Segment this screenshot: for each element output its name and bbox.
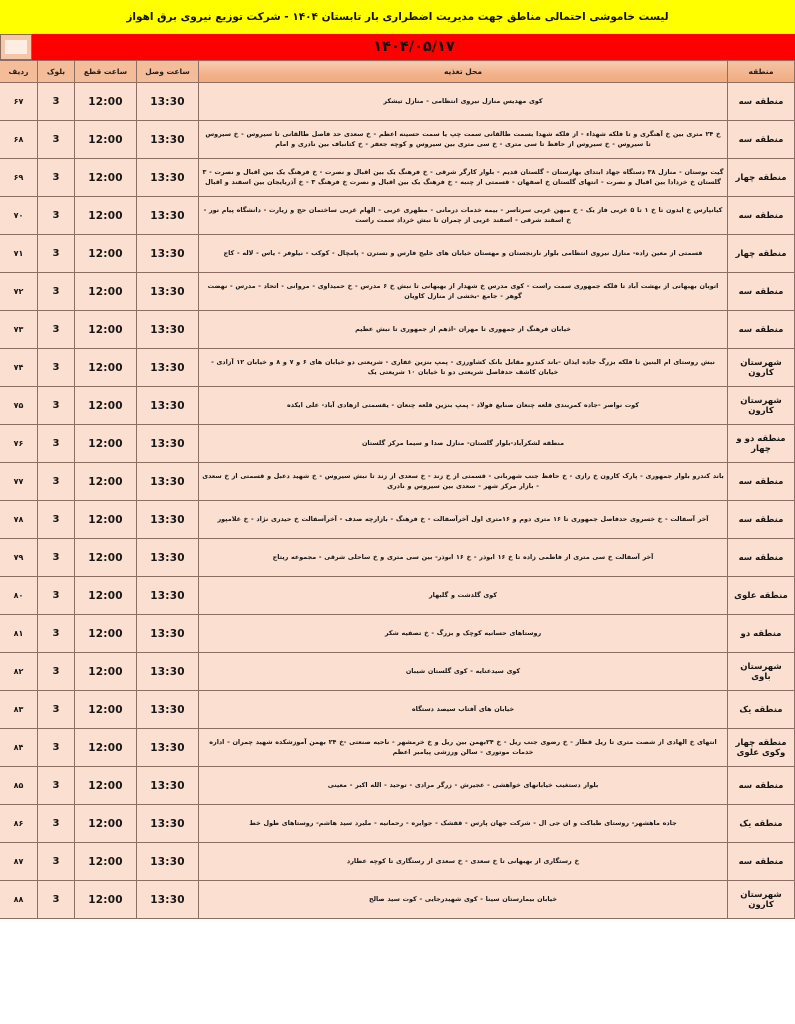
column-header-mantaqe: منطقه <box>728 61 795 83</box>
cell-block: 3 <box>38 881 75 919</box>
cell-block: 3 <box>38 83 75 121</box>
cell-block: 3 <box>38 387 75 425</box>
cell-outage-time: 12:00 <box>75 83 137 121</box>
cell-feed-location: کوی سیدعنایه - کوی گلستان شیبان <box>199 653 728 691</box>
cell-reconnect-time: 13:30 <box>137 539 199 577</box>
table-row <box>0 235 795 273</box>
cell-outage-time: 12:00 <box>75 387 137 425</box>
cell-block: 3 <box>38 729 75 767</box>
cell-region: شهرستان کارون <box>728 349 795 387</box>
cell-reconnect-time: 13:30 <box>137 273 199 311</box>
cell-block: 3 <box>38 463 75 501</box>
column-header-block: بلوک <box>38 61 75 83</box>
table-row <box>0 121 795 159</box>
cell-block: 3 <box>38 577 75 615</box>
cell-row-number: ۷۴ <box>0 349 38 387</box>
cell-region: منطقه سه <box>728 197 795 235</box>
cell-region: منطقه سه <box>728 121 795 159</box>
cell-reconnect-time: 13:30 <box>137 197 199 235</box>
cell-row-number: ۸۸ <box>0 881 38 919</box>
cell-feed-location: بلوار دستغیب خیابانهای خواهشی - عجیرش - زرگر مرادی - توحید - الله اکبر - معینی <box>199 767 728 805</box>
cell-region: منطقه سه <box>728 273 795 311</box>
cell-outage-time: 12:00 <box>75 501 137 539</box>
cell-reconnect-time: 13:30 <box>137 843 199 881</box>
cell-reconnect-time: 13:30 <box>137 691 199 729</box>
table-row <box>0 83 795 121</box>
cell-feed-location: آخر آسفالت - خ خسروی حدفاصل جمهوری تا ۱۶ متری دوم و ۱۶متری اول آخرآسفالت - خ فرهنگ - بازارچه صدف - آخرآسفالت خ حیدری نژاد - خ غلامپور <box>199 501 728 539</box>
table-row <box>0 425 795 463</box>
cell-feed-location: خیابان های آفتاب سیصد دستگاه <box>199 691 728 729</box>
column-header-radif: ردیف <box>0 61 38 83</box>
cell-outage-time: 12:00 <box>75 691 137 729</box>
cell-block: 3 <box>38 311 75 349</box>
cell-row-number: ۷۷ <box>0 463 38 501</box>
cell-outage-time: 12:00 <box>75 273 137 311</box>
table-header-row <box>0 61 795 83</box>
cell-reconnect-time: 13:30 <box>137 121 199 159</box>
cell-block: 3 <box>38 121 75 159</box>
table-row <box>0 387 795 425</box>
cell-region: منطقه چهار <box>728 235 795 273</box>
column-header-mahal: محل تغذیه <box>199 61 728 83</box>
cell-row-number: ۷۶ <box>0 425 38 463</box>
cell-block: 3 <box>38 501 75 539</box>
cell-row-number: ۸۳ <box>0 691 38 729</box>
cell-row-number: ۷۱ <box>0 235 38 273</box>
cell-block: 3 <box>38 691 75 729</box>
cell-reconnect-time: 13:30 <box>137 881 199 919</box>
cell-reconnect-time: 13:30 <box>137 767 199 805</box>
table-row <box>0 653 795 691</box>
cell-feed-location: انتهای خ الهادی از شصت متری تا ریل قطار - خ رضوی جنب ریل - خ ۲۴بهمن بین ریل و خ خرمشهر - ناحیه صنعتی -خ ۲۴ بهمن آموزشکده شهید چمران - اداره خدمات موتوری - سالن ورزشی پیامبر اعظم <box>199 729 728 767</box>
cell-reconnect-time: 13:30 <box>137 311 199 349</box>
cell-region: منطقه سه <box>728 463 795 501</box>
cell-outage-time: 12:00 <box>75 615 137 653</box>
table-row <box>0 539 795 577</box>
cell-feed-location: قسمتی از معین زاده- منازل نیروی انتظامی بلوار نارنجستان و مهستان خیابان های خلیج فارس و نسترن - پامچال - کوکب - نیلوفر - یاس - لاله - کاج <box>199 235 728 273</box>
cell-region: منطقه سه <box>728 843 795 881</box>
cell-row-number: ۶۷ <box>0 83 38 121</box>
table-row <box>0 881 795 919</box>
cell-block: 3 <box>38 653 75 691</box>
table-header <box>0 61 795 83</box>
table-row <box>0 349 795 387</box>
cell-feed-location: آخر آسفالت خ سی متری از فاطمی زاده تا خ ۱۶ ابوذر - خ ۱۶ ابوذر- بین سی متری و خ ساحلی شرقی - مجموعه ریتاج <box>199 539 728 577</box>
document-date-bar <box>0 34 795 60</box>
cell-row-number: ۷۳ <box>0 311 38 349</box>
table-row <box>0 843 795 881</box>
outage-table <box>0 60 795 919</box>
cell-outage-time: 12:00 <box>75 843 137 881</box>
table-row <box>0 501 795 539</box>
cell-row-number: ۸۴ <box>0 729 38 767</box>
cell-region: منطقه چهار وکوی علوی <box>728 729 795 767</box>
cell-row-number: ۸۶ <box>0 805 38 843</box>
cell-reconnect-time: 13:30 <box>137 83 199 121</box>
cell-row-number: ۸۷ <box>0 843 38 881</box>
cell-region: منطقه سه <box>728 767 795 805</box>
cell-reconnect-time: 13:30 <box>137 653 199 691</box>
cell-block: 3 <box>38 805 75 843</box>
table-row <box>0 159 795 197</box>
table-row <box>0 729 795 767</box>
cell-row-number: ۷۰ <box>0 197 38 235</box>
cell-reconnect-time: 13:30 <box>137 349 199 387</box>
corner-placeholder-cell <box>0 34 32 60</box>
cell-row-number: ۸۱ <box>0 615 38 653</box>
page-title: لیست خاموشی احتمالی مناطق جهت مدیریت اضطراری بار تابستان ۱۴۰۴ - شرکت توزیع نیروی برق اهواز <box>126 10 669 23</box>
cell-outage-time: 12:00 <box>75 881 137 919</box>
cell-region: منطقه یک <box>728 805 795 843</box>
table-row <box>0 767 795 805</box>
cell-region: منطقه سه <box>728 539 795 577</box>
cell-outage-time: 12:00 <box>75 121 137 159</box>
cell-block: 3 <box>38 159 75 197</box>
cell-outage-time: 12:00 <box>75 729 137 767</box>
table-row <box>0 273 795 311</box>
cell-outage-time: 12:00 <box>75 235 137 273</box>
cell-outage-time: 12:00 <box>75 767 137 805</box>
cell-region: منطقه علوی <box>728 577 795 615</box>
cell-reconnect-time: 13:30 <box>137 615 199 653</box>
cell-feed-location: منطقه لشکرآباد-بلوار گلستان- منازل صدا و سیما مرکز گلستان <box>199 425 728 463</box>
cell-row-number: ۶۹ <box>0 159 38 197</box>
column-header-ghat: ساعت قطع <box>75 61 137 83</box>
cell-region: منطقه دو <box>728 615 795 653</box>
cell-region: شهرستان کارون <box>728 881 795 919</box>
schedule-date: ۱۴۰۴/۰۵/۱۷ <box>373 39 455 55</box>
table-row <box>0 691 795 729</box>
cell-region: منطقه چهار <box>728 159 795 197</box>
cell-region: شهرستان کارون <box>728 387 795 425</box>
cell-row-number: ۷۸ <box>0 501 38 539</box>
cell-row-number: ۸۲ <box>0 653 38 691</box>
cell-region: منطقه یک <box>728 691 795 729</box>
column-header-vasl: ساعت وصل <box>137 61 199 83</box>
cell-region: منطقه سه <box>728 501 795 539</box>
cell-feed-location: خ رستگاری از بهبهانی تا خ سعدی - خ سعدی از رستگاری تا کوچه عطارد <box>199 843 728 881</box>
cell-reconnect-time: 13:30 <box>137 501 199 539</box>
cell-reconnect-time: 13:30 <box>137 235 199 273</box>
cell-reconnect-time: 13:30 <box>137 159 199 197</box>
cell-feed-location: کوت نواصر -جاده کمربندی قلعه چنعان صنایع فولاد - پمپ بنزین قلعه چنعان - یقسمتی ازهادی آباد- علی ایکده <box>199 387 728 425</box>
cell-row-number: ۷۲ <box>0 273 38 311</box>
cell-outage-time: 12:00 <box>75 159 137 197</box>
cell-block: 3 <box>38 425 75 463</box>
cell-row-number: ۷۹ <box>0 539 38 577</box>
cell-block: 3 <box>38 235 75 273</box>
cell-row-number: ۸۵ <box>0 767 38 805</box>
cell-feed-location: خیابان بیمارستان سینا - کوی شهیدرجایی - کوت سید صالح <box>199 881 728 919</box>
cell-outage-time: 12:00 <box>75 197 137 235</box>
cell-block: 3 <box>38 539 75 577</box>
cell-feed-location: کوی مهدیس منازل نیروی انتظامی - منازل تیشکر <box>199 83 728 121</box>
cell-feed-location: کوی گلدشت و گلبهار <box>199 577 728 615</box>
cell-region: منطقه سه <box>728 83 795 121</box>
cell-outage-time: 12:00 <box>75 805 137 843</box>
table-row <box>0 197 795 235</box>
cell-outage-time: 12:00 <box>75 425 137 463</box>
cell-block: 3 <box>38 273 75 311</box>
table-row <box>0 463 795 501</box>
cell-feed-location: نبش روستای ام البنین تا فلکه بزرگ جاده ایذان -باند کندرو مقابل بانک کشاورزی - پمپ بنزین غفاری - شریعتی دو خیابان های ۶ و ۷ و ۸ و خیابان ۱۲ آزادی - خیابان کاشف حدفاصل شریعتی دو تا خیابان ۱۰ شریعتی یک <box>199 349 728 387</box>
cell-region: منطقه دو و چهار <box>728 425 795 463</box>
cell-feed-location: خیابان فرهنگ از جمهوری تا مهران -اذهم از جمهوری تا نبش عظیم <box>199 311 728 349</box>
cell-outage-time: 12:00 <box>75 463 137 501</box>
cell-block: 3 <box>38 197 75 235</box>
table-row <box>0 615 795 653</box>
cell-block: 3 <box>38 615 75 653</box>
cell-reconnect-time: 13:30 <box>137 805 199 843</box>
cell-row-number: ۷۵ <box>0 387 38 425</box>
cell-region: منطقه سه <box>728 311 795 349</box>
cell-block: 3 <box>38 843 75 881</box>
table-body <box>0 83 795 919</box>
cell-reconnect-time: 13:30 <box>137 387 199 425</box>
cell-feed-location: کیانپارس خ ایدون تا خ ۱ تا ۵ غربی فاز یک - خ میهن غربی سرتاسر - بیمه خدمات درمانی - مطهری غربی - الهام غربی ساختمان حج و زیارت - دانشگاه پیام نور - خ اسفند شرقی - اسفند غربی از چمران تا نبش خرداد سمت راست <box>199 197 728 235</box>
table-row <box>0 311 795 349</box>
document-title-bar <box>0 0 795 34</box>
cell-reconnect-time: 13:30 <box>137 729 199 767</box>
cell-block: 3 <box>38 349 75 387</box>
cell-outage-time: 12:00 <box>75 349 137 387</box>
cell-block: 3 <box>38 767 75 805</box>
cell-row-number: ۸۰ <box>0 577 38 615</box>
cell-row-number: ۶۸ <box>0 121 38 159</box>
cell-region: شهرستان باوی <box>728 653 795 691</box>
cell-outage-time: 12:00 <box>75 539 137 577</box>
cell-reconnect-time: 13:30 <box>137 425 199 463</box>
date-cell <box>32 34 795 60</box>
cell-reconnect-time: 13:30 <box>137 463 199 501</box>
cell-feed-location: گیت بوستان - منازل ۳۸ دستگاه جهاد ابتدای بهارستان - گلستان قدیم - بلوار کارگر شرقی - خ فرهنگ یک بین اقبال و نصرت - خ فرهنگ یک بین اقبال و نصرت - ۳ گلستان خ خردادا بین اقبال و نصرت - انتهای گلستان خ اصفهان - قسمتی از چنبه - خ فرهنگ یک بین اقبال و نصرت خ فرهنگ ۳ - خ آذربایجان بین اسفند و اقبال <box>199 159 728 197</box>
cell-feed-location: اتوبان بهبهانی از بهشت آباد تا فلکه جمهوری سمت راست - کوی مدرس خ شهدار از بهبهانی تا نبش خ ۶ مدرس - خ حمیداوی - مروانی - اتحاد - مدرس - نهضت گوهر - جامع -بخشی از منازل کاویان <box>199 273 728 311</box>
cell-reconnect-time: 13:30 <box>137 577 199 615</box>
table-row <box>0 577 795 615</box>
cell-feed-location: روستاهای حسانیه کوچک و بزرگ - خ تصفیه شکر <box>199 615 728 653</box>
cell-feed-location: جاده ماهشهر- روستای طباکت و ان جی ال - شرکت جهان پارس - قفشک - جوایره - رحمانیه - ملیرد سید هاشم- روستاهای طول خط <box>199 805 728 843</box>
cell-feed-location: خ ۲۴ متری بین خ آهنگری و تا فلکه شهداء - از فلکه شهدا بسمت طالقانی سمت چپ یا سمت حسینه اعظم - خ سعدی حد فاصل طالقانی تا سیروس - خ سیروس تا سیروس - خ سیروس از حافظ تا سی متری - خ سی متری بین سیروس و کوچه جعفر - خ کتانباف بین نادری و امام <box>199 121 728 159</box>
cell-outage-time: 12:00 <box>75 653 137 691</box>
cell-outage-time: 12:00 <box>75 577 137 615</box>
cell-outage-time: 12:00 <box>75 311 137 349</box>
table-row <box>0 805 795 843</box>
cell-feed-location: باند کندرو بلوار جمهوری - پارک کارون خ رازی - خ حافظ جنب شهربانی - قسمتی از خ زند - خ سعدی از زند تا نبش سیروس - خ شهید دعبل و قسمتی از خ سعدی - بازار مرکز شهر - سعدی بین سیروس و نادری <box>199 463 728 501</box>
